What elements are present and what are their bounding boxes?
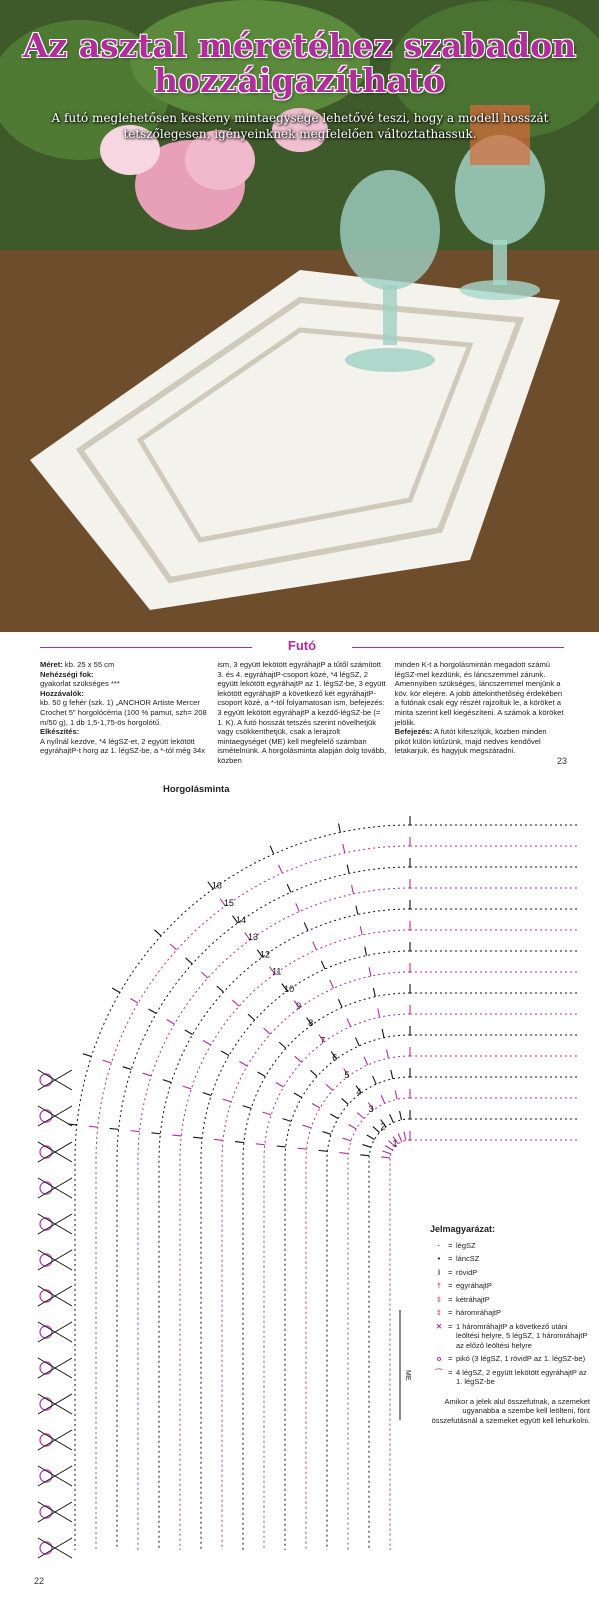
- nehezseg-value: gyakorlat szükséges ***: [40, 679, 120, 689]
- stitch-mark: [89, 1126, 98, 1127]
- stitch-mark: [276, 1083, 284, 1088]
- legend-equals: =: [448, 1267, 453, 1277]
- stitch-mark: [287, 884, 291, 892]
- stitch-mark: [203, 1041, 211, 1046]
- picot-mark: [40, 1182, 52, 1194]
- legend-equals: =: [448, 1294, 453, 1304]
- picot-mark: [40, 1398, 52, 1410]
- stitch-mark: [373, 988, 375, 997]
- picot-mark: [40, 1218, 52, 1230]
- stitch-mark: [385, 1146, 393, 1151]
- round-number: 1: [392, 1138, 398, 1149]
- stitch-mark: [312, 1104, 320, 1109]
- round-number: 9: [296, 1000, 302, 1011]
- hozzavalok-value: kb. 50 g fehér (szk. 1) „ANCHOR Artiste Mercer Crochet 5" horgolócérna (100 % pamut, szh= 208 m/50 g), 1 db 1,5-1,75-ös horgolótű.: [40, 698, 207, 727]
- picot-mark: [40, 1470, 52, 1482]
- picot-mark: [40, 1146, 52, 1158]
- stitch-mark: [342, 1098, 349, 1104]
- nehezseg-label: Nehézségi fok:: [40, 669, 94, 679]
- stitch-mark: [387, 1049, 389, 1058]
- stitch-mark: [270, 846, 274, 854]
- round-line: [96, 846, 410, 1550]
- stitch-mark: [103, 1060, 112, 1063]
- stitch-mark: [172, 1135, 181, 1136]
- stitch-mark: [343, 844, 345, 853]
- round-number: 10: [284, 983, 295, 994]
- title-line-1: Az asztal méretéhez szabadon: [22, 26, 577, 65]
- stitch-mark: [167, 1020, 175, 1025]
- legend-text: 1 háromráhajtP a következő utáni leöltési helyre, 5 légSZ, 1 háromráhajtP az előző leöltési helyre: [456, 1321, 588, 1350]
- legend-symbol: ⌒: [435, 1367, 443, 1377]
- round-number: 14: [235, 914, 246, 925]
- stitch-mark: [330, 1114, 338, 1119]
- meret-value: kb. 25 x 55 cm: [64, 660, 115, 669]
- legend-equals: =: [448, 1240, 453, 1250]
- hero-photo: [0, 0, 599, 632]
- legend-text: egyráhajtP: [456, 1281, 492, 1290]
- legend-item: [430, 1308, 590, 1318]
- legend-note: Amikor a jelek alul összefutnak, a szemeket ugyanabba a szembe kell leölteni, fönt összefutásnál a szemeket együtt kell lehurkolni.: [431, 1396, 590, 1425]
- stitch-mark: [239, 1062, 247, 1067]
- elkeszites-text: A nyílnál kezdve, *4 légSZ-et, 2 együtt lekötött egyráhajtP-t horg az 1. légSZ-be, a *-tól még 34x: [40, 736, 206, 756]
- legend: [430, 1225, 590, 1425]
- round-number: 3: [368, 1104, 374, 1115]
- round-line: [285, 1035, 410, 1550]
- stitch-mark: [235, 1142, 244, 1143]
- stitch-mark: [201, 972, 208, 978]
- stitch-mark: [232, 1000, 239, 1006]
- legend-equals: =: [448, 1254, 453, 1263]
- legend-item: [430, 1268, 590, 1278]
- stitch-mark: [381, 1095, 385, 1103]
- stitch-mark: [298, 1148, 307, 1149]
- stitch-mark: [352, 885, 354, 894]
- heading-rule-left: [40, 647, 252, 648]
- legend-symbol: †: [436, 1281, 442, 1290]
- legend-item: [430, 1368, 590, 1387]
- round-number: 12: [260, 949, 271, 960]
- article-heading: [40, 638, 564, 656]
- round-number: 15: [223, 897, 234, 908]
- stitch-mark: [248, 1014, 255, 1020]
- page-number-right: 23: [557, 756, 568, 766]
- article-column-1: [40, 660, 209, 766]
- round-line: [75, 825, 410, 1550]
- stitch-mark: [221, 1051, 229, 1056]
- stitch-mark: [347, 865, 349, 874]
- legend-text: 4 légSZ, 2 együtt lekötött egyráhajtP az 1. légSZ-be: [456, 1367, 587, 1386]
- stitch-mark: [339, 1153, 348, 1154]
- stitch-mark: [378, 1008, 380, 1017]
- stitch-mark: [112, 988, 120, 993]
- crochet-chart: [0, 780, 599, 1600]
- stitch-mark: [338, 824, 340, 833]
- article-column-2: [217, 660, 386, 766]
- round-line: [138, 888, 410, 1550]
- stitch-mark: [264, 1028, 271, 1034]
- column-3-text: minden K-t a horgolásmintán megadott számú légSZ-mel kezdünk, és láncszemmel zárunk. Amennyiben szükséges, láncszemmel menjünk a köv. kör elejére. A jobb áttekinthetőség érdekében a futónak csak egy részét rajzoltuk le, a köröket a minta szerint kell kiegészíteni. A számok a köröket jelölik.: [394, 660, 564, 727]
- hozzavalok-label: Hozzávalók:: [40, 688, 84, 698]
- stitch-mark: [373, 1127, 380, 1133]
- stitch-mark: [349, 1125, 357, 1130]
- stitch-mark: [143, 1073, 152, 1076]
- stitch-mark: [185, 1030, 193, 1035]
- legend-item: [430, 1322, 590, 1351]
- legend-title: Jelmagyarázat:: [430, 1224, 496, 1234]
- stitch-mark: [283, 1119, 292, 1122]
- stitch-mark: [330, 980, 334, 988]
- legend-symbol: ·: [437, 1240, 441, 1250]
- picot-mark: [40, 1254, 52, 1266]
- stitch-mark: [258, 1072, 266, 1077]
- legend-text: rövidP: [456, 1267, 478, 1277]
- picot-mark: [40, 1290, 52, 1302]
- round-line: [306, 1056, 410, 1550]
- legend-symbol: •: [437, 1254, 441, 1263]
- stitch-mark: [338, 999, 342, 1007]
- stitch-mark: [130, 999, 138, 1004]
- legend-equals: =: [448, 1281, 453, 1290]
- stitch-mark: [277, 1146, 286, 1147]
- stitch-mark: [367, 1135, 375, 1140]
- page-number-left: 22: [34, 1576, 45, 1586]
- picot-mark: [40, 1326, 52, 1338]
- stitch-mark: [83, 1054, 92, 1057]
- stitch-mark: [369, 967, 371, 976]
- legend-item: [430, 1354, 590, 1364]
- stitch-mark: [296, 903, 300, 911]
- picot-mark: [40, 1110, 52, 1122]
- stitch-mark: [310, 1070, 317, 1076]
- legend-text: láncSZ: [456, 1254, 480, 1263]
- stitch-mark: [151, 1133, 160, 1134]
- stitch-mark: [400, 1111, 402, 1120]
- stitch-mark: [304, 922, 308, 930]
- legend-item: [430, 1241, 590, 1251]
- round-number: 4: [356, 1087, 362, 1098]
- stitch-mark: [183, 1086, 192, 1089]
- stitch-mark: [323, 1132, 332, 1135]
- stitch-mark: [326, 1084, 333, 1090]
- legend-text: légSZ: [456, 1240, 476, 1250]
- round-line: [201, 951, 410, 1550]
- elkeszites-label: Elkészítés:: [40, 727, 80, 737]
- meret-label: Méret:: [40, 660, 63, 669]
- stitch-mark: [123, 1067, 132, 1070]
- column-2-text: ism, 3 együtt lekötött egyráhajtP a tűtől számított 3. és 4. egyráhajtP-csoport közé, *4 légSZ, 2 együtt lekötött egyráhajtP az 1. légSZ-be, 3 együtt lekötött egyráhajtP a következő két egyráhajtP-csoport közé, a *-tól folyamatosan ism, befejezés: 3 együtt lekötött egyráhajtP a kezdő-légSZ-be (= 1. K). A futó hosszát tetszés szerint növelhetjük vagy csökkenthetjük, csak a lerajzolt mintaegységet (ME) kell megfelelő számban ismételnünk. A horgolásminta alapján dolg tovább, közben: [217, 660, 387, 765]
- me-label: ME: [404, 1370, 411, 1381]
- stitch-mark: [355, 1038, 359, 1046]
- round-number: 11: [272, 966, 282, 977]
- round-line: [327, 1077, 410, 1550]
- stitch-mark: [279, 1042, 286, 1048]
- legend-item: [430, 1281, 590, 1291]
- round-line: [264, 1014, 410, 1550]
- stitch-mark: [163, 1080, 172, 1083]
- stitch-mark: [373, 1076, 377, 1084]
- stitch-mark: [170, 944, 177, 950]
- article-column-3: [395, 660, 564, 766]
- befejezes-value: A futót kifeszítjük, közben minden pikót külön kitűzünk, majd nedves kendővel letakarjuk, és hagyjuk megszáradni.: [394, 727, 547, 756]
- stitch-mark: [381, 1157, 390, 1158]
- round-number: 6: [332, 1052, 338, 1063]
- round-number: 13: [247, 932, 259, 943]
- stitch-mark: [382, 1029, 384, 1038]
- stitch-mark: [193, 1137, 202, 1138]
- stitch-mark: [398, 1134, 402, 1142]
- stitch-mark: [347, 1018, 351, 1026]
- picot-mark: [40, 1506, 52, 1518]
- round-number: 8: [308, 1018, 314, 1029]
- stitch-mark: [214, 1139, 223, 1140]
- stitch-mark: [148, 1009, 156, 1014]
- legend-item: [430, 1254, 590, 1264]
- page-subtitle: A futó meglehetősen keskeny mintaegysége lehetővé teszi, hogy a modell hosszát tetszőlegesen, igényeinknek megfelelően változtathassuk.: [51, 111, 549, 141]
- stitch-mark: [391, 1070, 393, 1079]
- legend-symbol: ‡: [436, 1294, 442, 1304]
- stitch-mark: [342, 1138, 351, 1141]
- stitch-mark: [294, 1093, 302, 1098]
- legend-items: [430, 1241, 590, 1387]
- stitch-mark: [263, 1112, 272, 1115]
- legend-text: pikó (3 légSZ, 1 rövidP az 1. légSZ-be): [456, 1354, 586, 1363]
- article-section: [0, 634, 599, 774]
- picot-mark: [40, 1362, 52, 1374]
- legend-symbol: ‡: [436, 1308, 442, 1317]
- heading-text: Futó: [287, 638, 317, 653]
- stitch-mark: [362, 1145, 371, 1148]
- legend-symbol: o: [436, 1354, 442, 1363]
- chart-title: Horgolásminta: [163, 784, 230, 795]
- legend-symbol: ✕: [435, 1321, 443, 1331]
- legend-equals: =: [448, 1367, 453, 1377]
- stitch-mark: [319, 1150, 328, 1151]
- round-number: 16: [211, 880, 222, 891]
- stitch-mark: [357, 1112, 364, 1118]
- legend-text: háromráhajtP: [456, 1308, 502, 1317]
- stitch-mark: [364, 1057, 368, 1065]
- glass-left: [340, 170, 440, 290]
- legend-symbol: ǀ: [437, 1267, 441, 1277]
- befejezes-label: Befejezés:: [394, 727, 433, 737]
- chart-diagram: [0, 780, 599, 1600]
- round-line: [348, 1098, 410, 1550]
- stitch-mark: [256, 1144, 265, 1145]
- stitch-mark: [186, 958, 193, 964]
- article-columns: [40, 660, 564, 766]
- stitch-mark: [295, 1056, 302, 1062]
- legend-item: [430, 1295, 590, 1305]
- stitch-mark: [356, 906, 358, 915]
- legend-equals: =: [448, 1321, 453, 1331]
- picot-mark: [40, 1542, 52, 1554]
- stitch-mark: [154, 930, 161, 936]
- legend-equals: =: [448, 1354, 453, 1363]
- stitch-mark: [360, 1155, 369, 1156]
- legend-text: kétráhajtP: [456, 1294, 490, 1304]
- stitch-mark: [217, 986, 224, 992]
- stitch-mark: [243, 1106, 252, 1109]
- stitch-mark: [203, 1093, 212, 1096]
- stitch-mark: [395, 1091, 397, 1100]
- picot-mark: [40, 1074, 52, 1086]
- stitch-mark: [131, 1131, 140, 1132]
- round-number: 5: [344, 1069, 350, 1080]
- stitch-mark: [360, 926, 362, 935]
- stitch-mark: [321, 961, 325, 969]
- stitch-mark: [110, 1128, 119, 1129]
- stitch-mark: [279, 865, 283, 873]
- round-number: 7: [320, 1035, 326, 1046]
- title-line-2: hozzáigazítható: [153, 61, 445, 100]
- stitch-mark: [382, 1151, 391, 1154]
- round-number: 2: [380, 1121, 386, 1132]
- page-title: [0, 28, 599, 98]
- stitch-mark: [223, 1099, 232, 1102]
- round-line: [180, 930, 410, 1550]
- stitch-mark: [390, 1114, 394, 1122]
- stitch-mark: [303, 1125, 312, 1128]
- stitch-mark: [313, 942, 317, 950]
- picot-mark: [40, 1434, 52, 1446]
- heading-rule-right: [352, 647, 564, 648]
- round-line: [222, 972, 410, 1550]
- legend-equals: =: [448, 1308, 453, 1317]
- stitch-mark: [365, 947, 367, 956]
- stitch-mark: [404, 1132, 406, 1141]
